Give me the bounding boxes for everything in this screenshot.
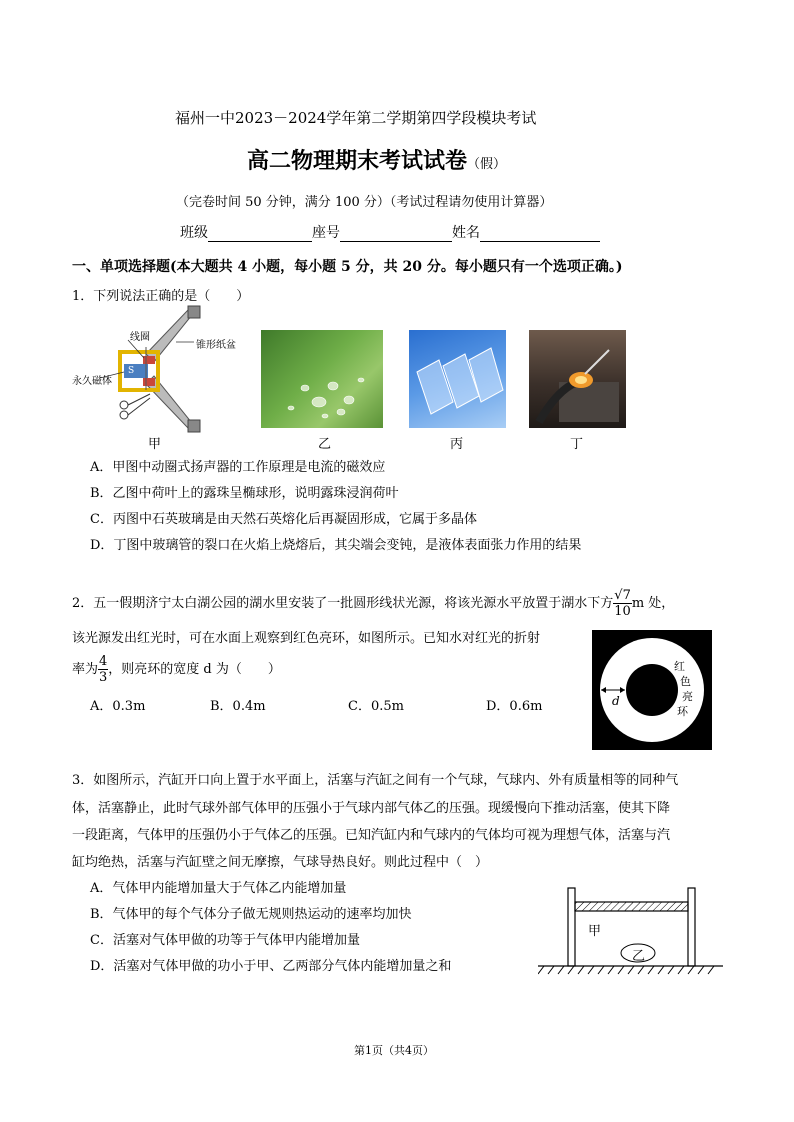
q3-option-b[interactable]: B．气体甲的每个气体分子做无规则热运动的速率均加快 <box>90 907 412 922</box>
q2-option-d[interactable]: D．0.6m <box>486 699 543 714</box>
q2-line3 <box>72 654 281 685</box>
flame-scene <box>529 330 626 428</box>
speaker-diagram <box>88 302 218 437</box>
title-suffix: （假） <box>467 157 507 172</box>
seat-field[interactable] <box>340 227 452 242</box>
ring-width-label: d <box>612 694 620 708</box>
gas-yi-label: 乙 <box>632 949 646 964</box>
q3-line3: 一段距离，气体甲的压强仍小于气体乙的压强。已知汽缸内和气球内的气体均可视为理想气体，活塞与汽 <box>72 828 671 843</box>
class-label: 班级 <box>180 225 208 241</box>
q3-line2: 体，活塞静止，此时气球外部气体甲的压强小于气球内部气体乙的压强。现缓慢向下推动活塞，使其下降 <box>72 801 671 816</box>
magnet-s-label: S <box>128 366 135 376</box>
class-field[interactable] <box>208 227 312 242</box>
q2-line3-pre: 率为 <box>72 662 99 677</box>
caption-bing: 丙 <box>450 437 464 452</box>
ring-label-2: 色 <box>680 675 691 688</box>
student-info-line <box>180 222 600 242</box>
lotus-leaf-photo <box>261 330 383 428</box>
q2-option-a[interactable]: A．0.3m <box>90 699 146 714</box>
depth-denominator: 10 <box>614 604 631 619</box>
ring-label-1: 红 <box>674 660 685 673</box>
glass-tube-flame-photo <box>529 330 626 428</box>
q1-option-d[interactable]: D．丁图中玻璃管的裂口在火焰上烧熔后，其尖端会变钝，是液体表面张力作用的结果 <box>90 538 582 553</box>
depth-fraction <box>613 588 632 619</box>
q2-line2: 该光源发出红光时，可在水面上观察到红色亮环，如图所示。已知水对红光的折射 <box>72 631 541 646</box>
q3-option-a[interactable]: A．气体甲内能增加量大于气体乙内能增加量 <box>90 881 347 896</box>
school-line: 福州一中2023－2024学年第二学期第四学段模块考试 <box>175 109 537 127</box>
q1-option-b[interactable]: B．乙图中荷叶上的露珠呈椭球形，说明露珠浸润荷叶 <box>90 486 399 501</box>
quartz-glass-photo <box>409 330 506 428</box>
exam-info: （完卷时间 50 分钟，满分 100 分）（考试过程请勿使用计算器） <box>176 195 553 210</box>
ring-label-4: 环 <box>677 705 688 718</box>
q2-line3-post: ，则亮环的宽度 d 为（ ） <box>108 662 281 677</box>
q1-stem: 1．下列说法正确的是（ ） <box>72 289 250 304</box>
glass-plates <box>409 330 506 428</box>
q2-option-b[interactable]: B．0.4m <box>210 699 266 714</box>
cone-label: 锥形纸盆 <box>196 340 236 351</box>
ring-label-3: 亮 <box>682 690 693 703</box>
q3-line1: 3．如图所示，汽缸开口向上置于水平面上，活塞与汽缸之间有一个气球，气球内、外有质量相等的同种气 <box>72 773 679 788</box>
depth-numerator: √7 <box>614 588 631 603</box>
caption-jia: 甲 <box>148 437 162 452</box>
seat-label: 座号 <box>312 225 340 241</box>
q2-stem-part2: m 处， <box>631 596 675 611</box>
n-numerator: 4 <box>99 654 108 669</box>
name-field[interactable] <box>480 227 600 242</box>
page-footer: 第1页（共4页） <box>354 1044 434 1057</box>
caption-ding: 丁 <box>570 437 584 452</box>
refractive-index-fraction <box>98 654 108 685</box>
q3-option-c[interactable]: C．活塞对气体甲做的功等于气体甲内能增加量 <box>90 933 360 948</box>
caption-yi: 乙 <box>318 437 332 452</box>
bright-ring-figure <box>592 630 712 750</box>
cylinder-figure <box>538 884 723 976</box>
gas-jia-label: 甲 <box>588 924 602 939</box>
q1-option-c[interactable]: C．丙图中石英玻璃是由天然石英熔化后再凝固形成，它属于多晶体 <box>90 512 477 527</box>
section-heading: 一、单项选择题(本大题共 4 小题，每小题 5 分，共 20 分。每小题只有一个选项正确。) <box>72 259 623 275</box>
exam-title <box>247 144 506 175</box>
q3-option-d[interactable]: D．活塞对气体甲做的功小于甲、乙两部分气体内能增加量之和 <box>90 959 452 974</box>
magnet-label: 永久磁体 <box>72 376 112 387</box>
name-label: 姓名 <box>452 225 480 241</box>
q3-line4: 缸均绝热，活塞与汽缸壁之间无摩擦，气球导热良好。则此过程中（ ） <box>72 855 489 870</box>
n-denominator: 3 <box>99 670 108 685</box>
q2-line1 <box>72 588 674 619</box>
dew-drops <box>261 330 383 428</box>
coil-label: 线圈 <box>130 332 150 343</box>
q2-stem-part1: 2．五一假期济宁太白湖公园的湖水里安装了一批圆形线状光源，将该光源水平放置于湖水下方 <box>72 596 614 611</box>
q2-option-c[interactable]: C．0.5m <box>348 699 404 714</box>
title-text: 高二物理期末考试试卷 <box>247 149 468 174</box>
q1-option-a[interactable]: A．甲图中动圈式扬声器的工作原理是电流的磁效应 <box>90 460 386 475</box>
